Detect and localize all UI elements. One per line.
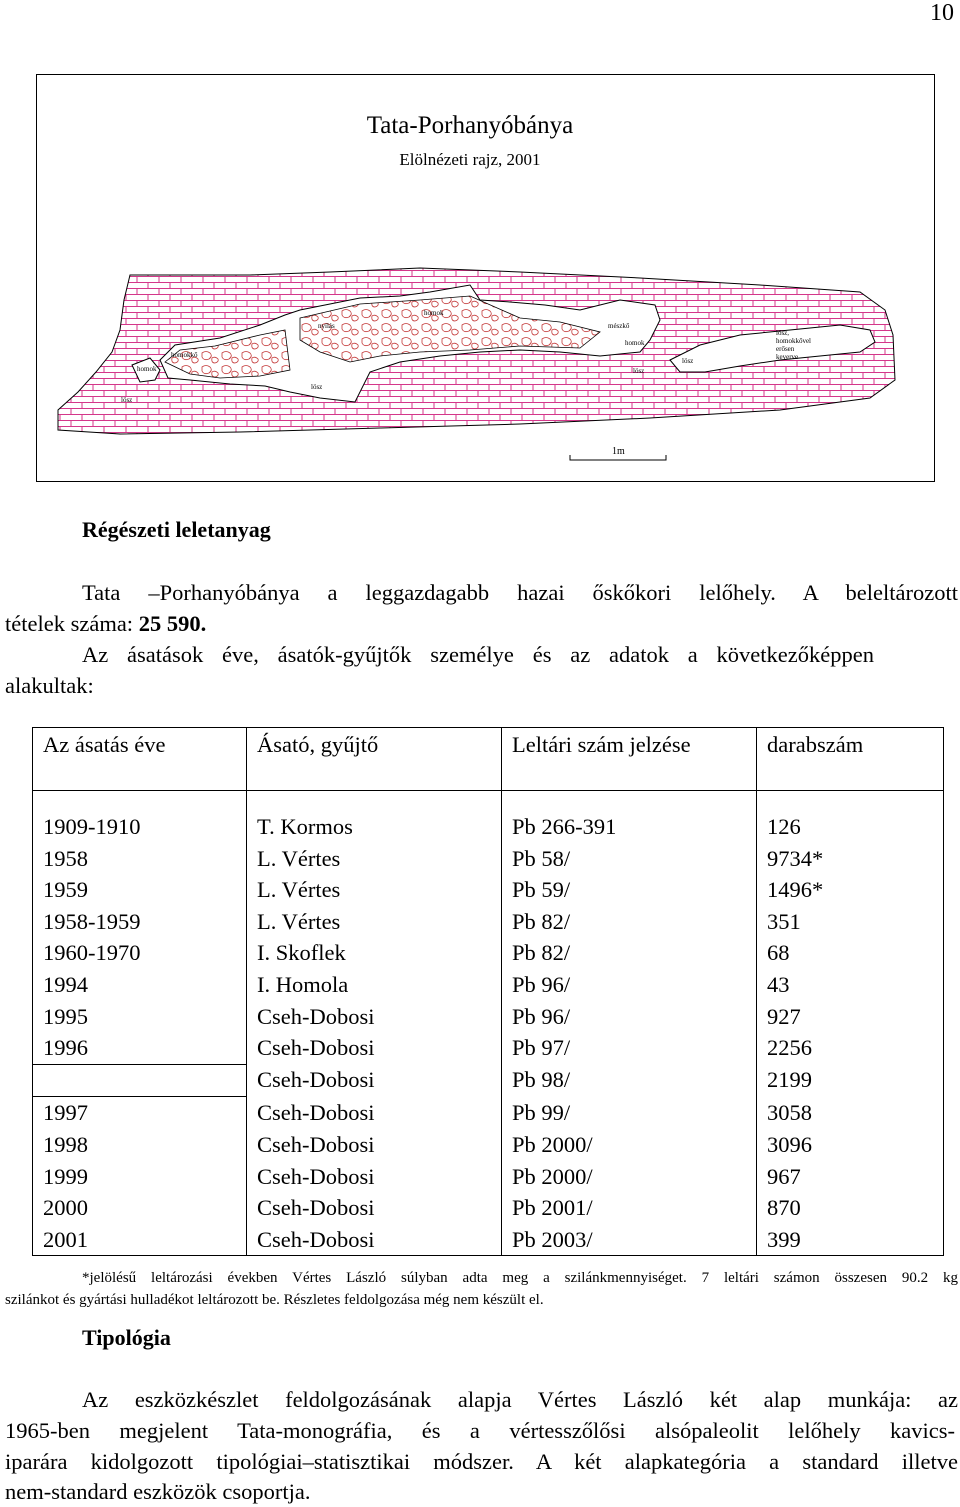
label-meszko: mészkő [608, 322, 630, 330]
para2-line2: alakultak: [5, 673, 94, 698]
label-losz-c: lösz [633, 367, 645, 375]
header-count: darabszám [757, 728, 944, 791]
table-row: 1999 Cseh-Dobosi Pb 2000/ 967 [33, 1161, 944, 1193]
table-row: Cseh-Dobosi Pb 98/ 2199 [33, 1064, 944, 1097]
header-excavator: Ásató, gyűjtő [247, 728, 502, 791]
tipologia-line4: nem-standard eszközök csoportja. [5, 1479, 311, 1504]
footnote-line2: szilánkot és gyártási hulladékot leltározott be. Részletes feldolgozása még nem készült el. [5, 1292, 544, 1308]
section-heading-leletanyag: Régészeti leletanyag [82, 517, 271, 542]
para1-line2 [5, 608, 206, 639]
table-row: 1958 L. Vértes Pb 58/ 9734* [33, 843, 944, 875]
table-row: 1960-1970 I. Skoflek Pb 82/ 68 [33, 937, 944, 969]
label-homok-a: homok [137, 365, 157, 373]
label-homok-c: homok [625, 339, 645, 347]
scale-label: 1m [612, 446, 625, 457]
page-number: 10 [930, 0, 954, 26]
para2-line1: Az ásatások éve, ásatók-gyűjtők személye és az adatok a következőképpen [82, 642, 874, 667]
table-row: 1994 I. Homola Pb 96/ 43 [33, 969, 944, 1001]
table-header-row [33, 728, 944, 791]
table-row: 1995 Cseh-Dobosi Pb 96/ 927 [33, 1001, 944, 1033]
label-losz-b: lösz [311, 383, 323, 391]
table-row: 1998 Cseh-Dobosi Pb 2000/ 3096 [33, 1129, 944, 1161]
excavation-table [32, 727, 943, 1256]
label-nyilas: nyílás [318, 322, 335, 330]
item-count: 25 590. [138, 611, 207, 636]
label-losz-homokkovel: lösz, homokkővel erősen keverve [776, 329, 811, 361]
para1-line2-text: tételek száma: [5, 611, 139, 636]
figure-subtitle: Elölnézeti rajz, 2001 [399, 150, 541, 169]
para1-line1: Tata –Porhanyóbánya a leggazdagabb hazai őskőkori lelőhely. A beleltározott [82, 580, 958, 605]
table-row: 2001 Cseh-Dobosi Pb 2003/ 399 [33, 1224, 944, 1256]
section-heading-tipologia: Tipológia [82, 1325, 171, 1350]
cross-section-drawing [0, 0, 960, 500]
table-row: 1958-1959 L. Vértes Pb 82/ 351 [33, 906, 944, 938]
table-row: 1959 L. Vértes Pb 59/ 1496* [33, 874, 944, 906]
table-row: 1909-1910 T. Kormos Pb 266-391 126 [33, 811, 944, 843]
table-row: 1997 Cseh-Dobosi Pb 99/ 3058 [33, 1097, 944, 1129]
header-year: Az ásatás éve [33, 728, 247, 791]
table-row: 1996 Cseh-Dobosi Pb 97/ 2256 [33, 1032, 944, 1064]
header-inventory: Leltári szám jelzése [502, 728, 757, 791]
tipologia-line2: 1965-ben megjelent Tata-monográfia, és a vértesszőlősi alsópaleolit lelőhely kavics- [5, 1418, 955, 1443]
footnote-line1: *jelölésű leltározási években Vértes László súlyban adta meg a szilánkmennyiséget. 7 leltári számon összesen 90.2 kg [82, 1270, 958, 1286]
tipologia-line3: iparára kidolgozott tipológiai–statisztikai módszer. A két alapkategória a standard illetve [5, 1449, 958, 1474]
label-homokko: homokkő [171, 351, 198, 359]
label-homok-b: homok [424, 309, 444, 317]
label-losz-a: lösz [121, 396, 133, 404]
tipologia-line1: Az eszközkészlet feldolgozásának alapja Vértes László két alap munkája: az [82, 1387, 958, 1412]
figure-title: Tata-Porhanyóbánya [366, 112, 574, 139]
table-row: 2000 Cseh-Dobosi Pb 2001/ 870 [33, 1192, 944, 1224]
label-losz-d: lösz [682, 357, 694, 365]
